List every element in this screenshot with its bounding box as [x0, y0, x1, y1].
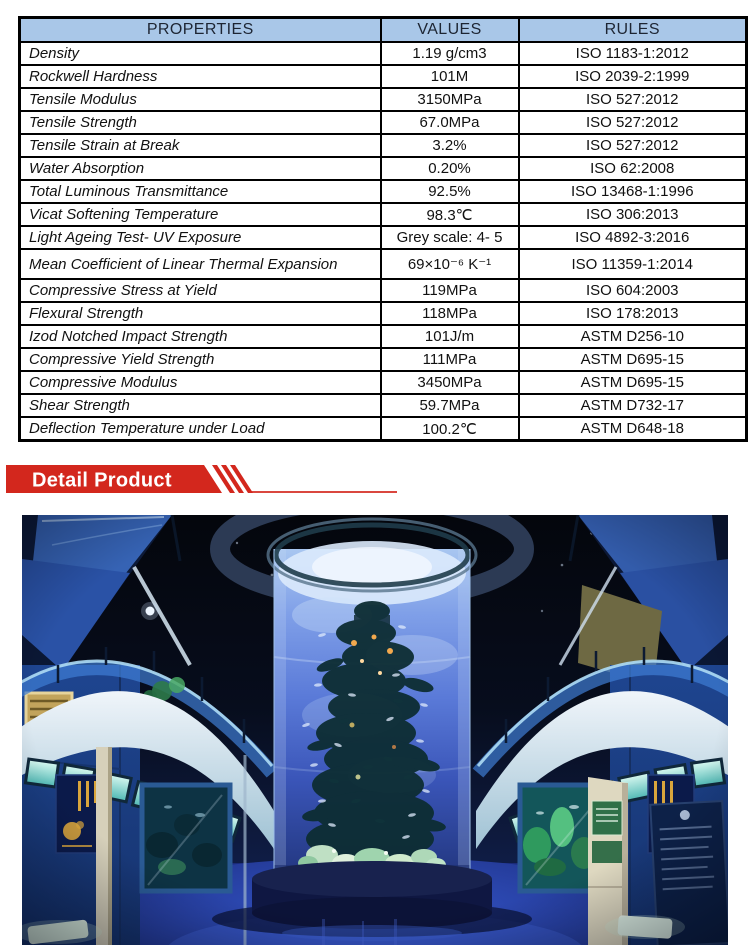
- table-row: [20, 65, 747, 88]
- property-cell: Vicat Softening Temperature: [20, 203, 381, 226]
- property-cell: Deflection Temperature under Load: [20, 417, 381, 441]
- rule-cell: ISO 1183-1:2012: [519, 42, 747, 65]
- property-cell: Total Luminous Transmittance: [20, 180, 381, 203]
- value-cell: 118MPa: [381, 302, 519, 325]
- rule-cell: ASTM D695-15: [519, 371, 747, 394]
- property-cell: Compressive Modulus: [20, 371, 381, 394]
- value-cell: 59.7MPa: [381, 394, 519, 417]
- table-row: [20, 348, 747, 371]
- value-cell: 92.5%: [381, 180, 519, 203]
- section-banner: [0, 464, 750, 496]
- banner-title: Detail Product: [32, 469, 172, 492]
- property-cell: Izod Notched Impact Strength: [20, 325, 381, 348]
- rule-cell: ISO 306:2013: [519, 203, 747, 226]
- table-row: [20, 394, 747, 417]
- property-cell: Light Ageing Test- UV Exposure: [20, 226, 381, 249]
- value-cell: 111MPa: [381, 348, 519, 371]
- table-row: [20, 279, 747, 302]
- table-row: [20, 42, 747, 65]
- rule-cell: ISO 178:2013: [519, 302, 747, 325]
- value-cell: 101M: [381, 65, 519, 88]
- rule-cell: ISO 527:2012: [519, 88, 747, 111]
- table-row: [20, 325, 747, 348]
- table-row: [20, 249, 747, 279]
- value-cell: 98.3℃: [381, 203, 519, 226]
- rule-cell: ASTM D732-17: [519, 394, 747, 417]
- rule-cell: ASTM D648-18: [519, 417, 747, 441]
- property-cell: Compressive Stress at Yield: [20, 279, 381, 302]
- value-cell: 1.19 g/cm3: [381, 42, 519, 65]
- rule-cell: ISO 62:2008: [519, 157, 747, 180]
- table-row: [20, 180, 747, 203]
- rule-cell: ASTM D695-15: [519, 348, 747, 371]
- product-photo: [22, 515, 728, 945]
- rule-cell: ISO 604:2003: [519, 279, 747, 302]
- table-row: [20, 111, 747, 134]
- photo-vignette: [22, 515, 728, 945]
- value-cell: 100.2℃: [381, 417, 519, 441]
- col-header-rules: RULES: [519, 18, 747, 43]
- property-cell: Water Absorption: [20, 157, 381, 180]
- value-cell: 69×10⁻⁶ K⁻¹: [381, 249, 519, 279]
- value-cell: 67.0MPa: [381, 111, 519, 134]
- value-cell: 0.20%: [381, 157, 519, 180]
- rule-cell: ISO 527:2012: [519, 111, 747, 134]
- property-cell: Rockwell Hardness: [20, 65, 381, 88]
- rule-cell: ISO 4892-3:2016: [519, 226, 747, 249]
- value-cell: Grey scale: 4- 5: [381, 226, 519, 249]
- table-row: [20, 88, 747, 111]
- table-row: [20, 371, 747, 394]
- property-cell: Flexural Strength: [20, 302, 381, 325]
- table-row: [20, 302, 747, 325]
- col-header-values: VALUES: [381, 18, 519, 43]
- rule-cell: ASTM D256-10: [519, 325, 747, 348]
- property-cell: Shear Strength: [20, 394, 381, 417]
- rule-cell: ISO 2039-2:1999: [519, 65, 747, 88]
- col-header-properties: PROPERTIES: [20, 18, 381, 43]
- property-cell: Compressive Yield Strength: [20, 348, 381, 371]
- banner-underline: [251, 491, 397, 493]
- value-cell: 3150MPa: [381, 88, 519, 111]
- rule-cell: ISO 13468-1:1996: [519, 180, 747, 203]
- value-cell: 3450MPa: [381, 371, 519, 394]
- table-row: [20, 226, 747, 249]
- property-cell: Tensile Strength: [20, 111, 381, 134]
- property-cell: Density: [20, 42, 381, 65]
- value-cell: 119MPa: [381, 279, 519, 302]
- table-row: [20, 134, 747, 157]
- rule-cell: ISO 527:2012: [519, 134, 747, 157]
- property-cell: Mean Coefficient of Linear Thermal Expansion: [20, 249, 381, 279]
- table-row: [20, 203, 747, 226]
- properties-table: [18, 16, 748, 442]
- rule-cell: ISO 11359-1:2014: [519, 249, 747, 279]
- value-cell: 101J/m: [381, 325, 519, 348]
- table-header-row: [20, 18, 747, 43]
- table-row: [20, 417, 747, 441]
- value-cell: 3.2%: [381, 134, 519, 157]
- property-cell: Tensile Modulus: [20, 88, 381, 111]
- property-cell: Tensile Strain at Break: [20, 134, 381, 157]
- table-row: [20, 157, 747, 180]
